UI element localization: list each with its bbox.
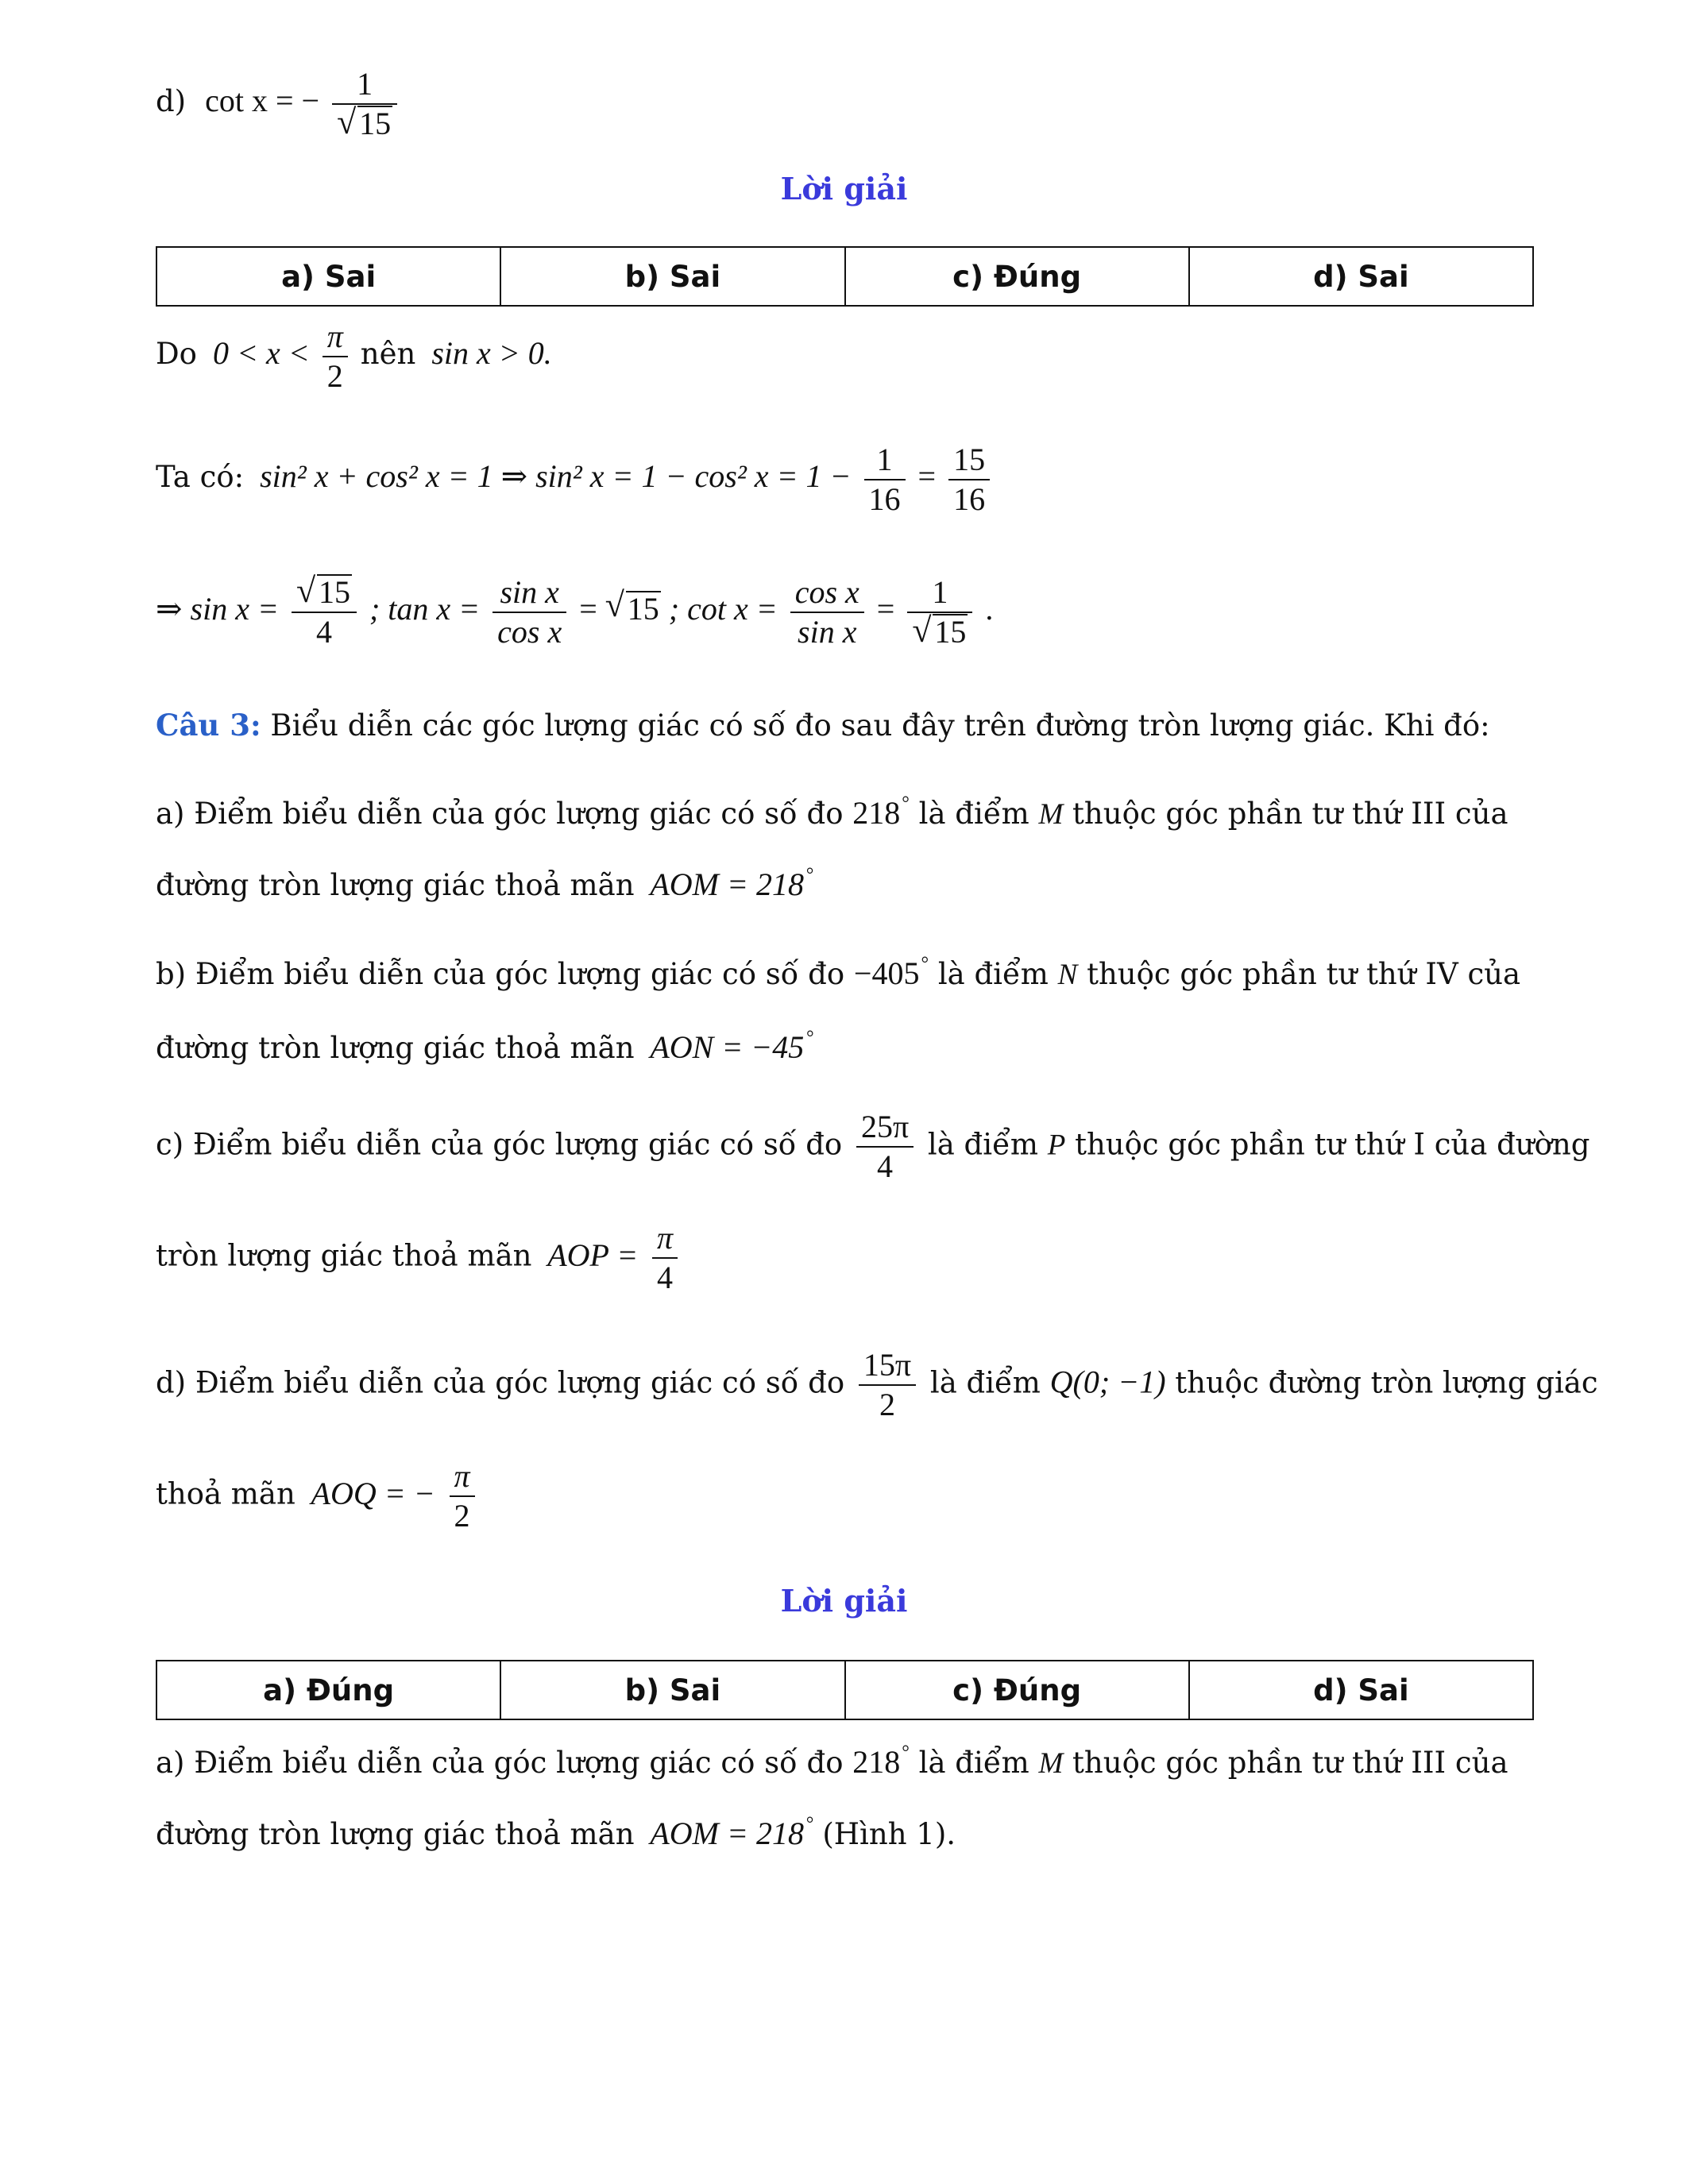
answer-table (156, 1660, 1534, 1720)
answer-cell: c) Đúng (845, 1661, 1189, 1719)
fraction: 1 √ 15 (332, 65, 397, 143)
solution-heading: Lời giải (780, 1583, 908, 1619)
question-3-c: c) Điểm biểu diễn của góc lượng giác có số đo $\frac{25\pi}{4}$ là điểm P thuộc góc phần tư thứ I của đường (156, 1109, 1590, 1184)
answer-cell: d) Sai (1189, 1661, 1533, 1719)
solution-a-cont: đường tròn lượng giác thoả mãn AOM = 218° (Hình 1). (156, 1814, 956, 1851)
answer-cell: b) Sai (500, 247, 844, 306)
question-3-c-cont: tròn lượng giác thoả mãn AOP = $\frac{\pi}{4}$ (156, 1219, 682, 1297)
answer-cell: a) Sai (156, 247, 500, 306)
question-3-b-cont: đường tròn lượng giác thoả mãn AON = −45° (156, 1028, 813, 1065)
solution-a: a) Điểm biểu diễn của góc lượng giác có số đo 218° là điểm M thuộc góc phần tư thứ III của (156, 1742, 1508, 1780)
option-d-line: d) cot x = − 1 √ 15 (156, 65, 402, 143)
answer-table (156, 246, 1534, 307)
solution-line-implies: ⇒ sin x = √ $\frac{15}{4}$ ; tan x = $\frac{\text{sin x}}{\text{cos x}}$ = √ 15 ; cot x = $\frac{\text{cos x}}{\text{sin x}}$ = 1 √ 15 . (156, 573, 993, 651)
answer-cell: b) Sai (500, 1661, 844, 1719)
answer-cell: c) Đúng (845, 247, 1189, 306)
question-3-a-cont: đường tròn lượng giác thoả mãn AOM = 218° (156, 865, 813, 902)
question-3-a: a) Điểm biểu diễn của góc lượng giác có số đo 218° là điểm M thuộc góc phần tư thứ III của (156, 793, 1508, 831)
question-3-d: d) Điểm biểu diễn của góc lượng giác có số đo $\frac{15\pi}{2}$ là điểm Q(0; −1) thuộc đường tròn lượng giác (156, 1347, 1598, 1422)
answer-cell: a) Đúng (156, 1661, 500, 1719)
solution-heading: Lời giải (780, 171, 908, 206)
solution-line-taco: Ta có: sin² x + cos² x = 1 ⇒ sin² x = 1 − cos² x = 1 − $\frac{1}{16}$ = $\frac{15}{16}$ (156, 441, 995, 519)
question-3-d-cont: thoả mãn AOQ = − $\frac{\pi}{2}$ (156, 1457, 480, 1535)
solution-line-do: Do 0 < x < $\frac{\pi}{2}$ nên sin x > 0. (156, 318, 552, 394)
question-3: Câu 3: Biểu diễn các góc lượng giác có số đo sau đây trên đường tròn lượng giác. Khi đó: (156, 708, 1490, 743)
question-3-b: b) Điểm biểu diễn của góc lượng giác có số đo −405° là điểm N thuộc góc phần tư thứ IV của (156, 954, 1521, 991)
answer-cell: d) Sai (1189, 247, 1533, 306)
